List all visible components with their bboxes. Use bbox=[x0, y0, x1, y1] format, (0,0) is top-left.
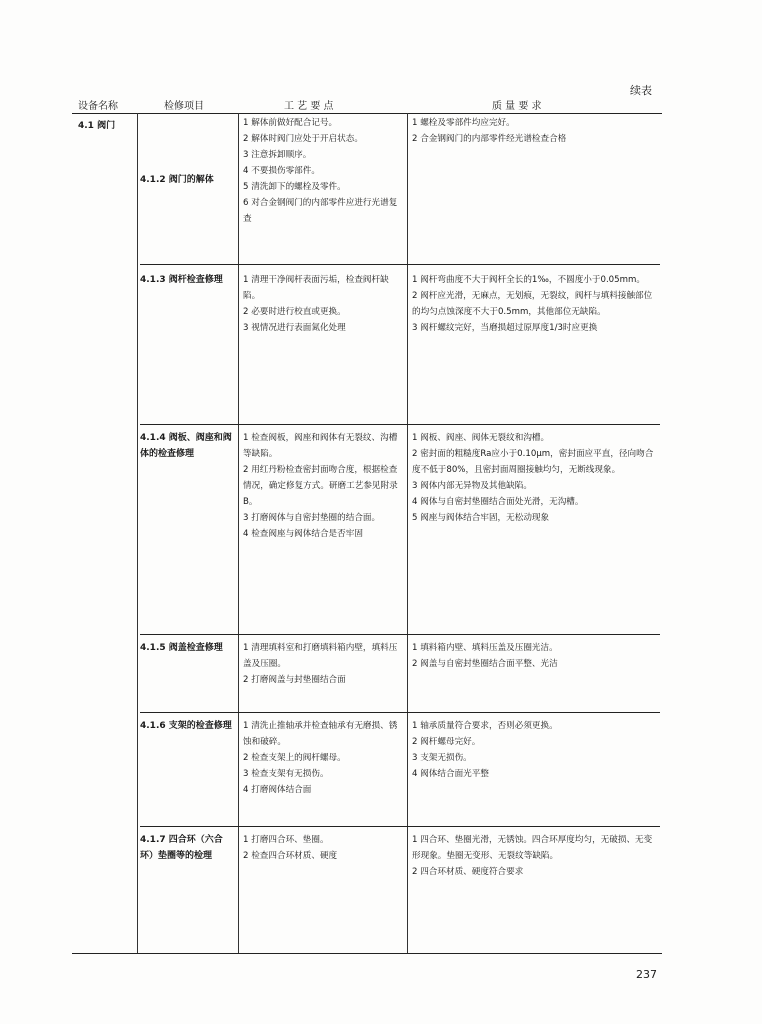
quality-line: 4 阀体结合面光平整 bbox=[412, 769, 489, 779]
continuation-label: 续表 bbox=[630, 84, 652, 97]
quality-line: 2 阀杆螺母完好。 bbox=[412, 737, 481, 747]
quality-line: 3 阀杆螺纹完好，当磨损超过原厚度1/3时应更换 bbox=[412, 323, 598, 333]
quality-line: 1 填料箱内壁、填料压盖及压圈光洁。 bbox=[412, 643, 558, 653]
quality-line: 3 支架无损伤。 bbox=[412, 753, 472, 763]
item-4-1-4: 4.1.4 阀板、阀座和阀体的检查修理 bbox=[140, 433, 232, 459]
process-line: 1 清洗止推轴承并检查轴承有无磨损、锈蚀和破碎。 bbox=[243, 721, 398, 747]
process-4-1-4 bbox=[243, 430, 401, 542]
item-4-1-7: 4.1.7 四合环（六合环）垫圈等的检理 bbox=[140, 835, 223, 861]
process-line: 3 注意拆卸顺序。 bbox=[243, 150, 312, 160]
quality-4-1-2 bbox=[412, 115, 660, 147]
process-line: 5 清洗卸下的螺栓及零件。 bbox=[243, 182, 346, 192]
equipment-label: 4.1 阀门 bbox=[78, 121, 116, 131]
process-line: 3 打磨阀体与自密封垫圈的结合面。 bbox=[243, 513, 381, 523]
process-line: 2 解体时阀门应处于开启状态。 bbox=[243, 134, 363, 144]
quality-line: 1 阀板、阀座、阀体无裂纹和沟槽。 bbox=[412, 433, 550, 443]
process-line: 1 检查阀板，阀座和阀体有无裂纹、沟槽等缺陷。 bbox=[243, 433, 398, 459]
process-4-1-2 bbox=[243, 115, 401, 227]
process-line: 4 检查阀座与阀体结合是否牢固 bbox=[243, 529, 363, 539]
item-4-1-6: 4.1.6 支架的检查修理 bbox=[140, 721, 232, 731]
header-process: 工 艺 要 点 bbox=[284, 101, 334, 112]
item-4-1-5: 4.1.5 阀盖检查修理 bbox=[140, 643, 223, 653]
quality-line: 3 阀体内部无异物及其他缺陷。 bbox=[412, 481, 532, 491]
col-rule-3 bbox=[407, 113, 408, 953]
process-line: 4 打磨阀体结合面 bbox=[243, 785, 312, 795]
process-line: 1 清理干净阀杆表面污垢，检查阀杆缺陷。 bbox=[243, 275, 389, 301]
quality-line: 2 密封面的粗糙度Ra应小于0.10μm，密封面应平直，径向吻合度不低于80%，且密封面周圈接触均匀，无断线现象。 bbox=[412, 449, 654, 475]
quality-4-1-4 bbox=[412, 430, 660, 526]
quality-line: 2 四合环材质、硬度符合要求 bbox=[412, 867, 524, 877]
row-rule bbox=[140, 264, 660, 265]
header-item: 检修项目 bbox=[164, 101, 204, 112]
col-rule-1 bbox=[137, 113, 138, 953]
quality-4-1-7 bbox=[412, 832, 660, 880]
process-line: 2 检查支架上的阀杆螺母。 bbox=[243, 753, 346, 763]
quality-line: 2 合金钢阀门的内部零件经光谱检查合格 bbox=[412, 134, 567, 144]
quality-line: 2 阀杆应光滑，无麻点，无划痕，无裂纹，阀杆与填料接触部位的均匀点蚀深度不大于0.5mm，其他部位无缺陷。 bbox=[412, 291, 653, 317]
header-quality: 质 量 要 求 bbox=[492, 101, 542, 112]
item-4-1-3: 4.1.3 阀杆检查修理 bbox=[140, 275, 223, 285]
process-4-1-7 bbox=[243, 832, 401, 864]
process-line: 3 视情况进行表面氮化处理 bbox=[243, 323, 346, 333]
process-4-1-3 bbox=[243, 272, 401, 336]
process-line: 3 检查支架有无损伤。 bbox=[243, 769, 329, 779]
process-line: 1 解体前做好配合记号。 bbox=[243, 118, 338, 128]
col-rule-2 bbox=[238, 113, 239, 953]
row-rule bbox=[140, 712, 660, 713]
process-4-1-6 bbox=[243, 718, 401, 798]
table-header bbox=[72, 97, 662, 111]
quality-line: 1 螺栓及零部件均应完好。 bbox=[412, 118, 515, 128]
header-rule bbox=[72, 113, 662, 114]
process-line: 2 打磨阀盖与封垫圈结合面 bbox=[243, 675, 346, 685]
process-line: 6 对合金钢阀门的内部零件应进行光谱复查 bbox=[243, 198, 398, 224]
row-rule bbox=[140, 424, 660, 425]
row-rule bbox=[140, 826, 660, 827]
table-bottom-rule bbox=[72, 953, 662, 954]
header-equipment: 设备名称 bbox=[78, 101, 118, 112]
quality-line: 2 阀盖与自密封垫圈结合面平整、光洁 bbox=[412, 659, 558, 669]
quality-line: 5 阀座与阀体结合牢固，无松动现象 bbox=[412, 513, 550, 523]
process-line: 2 用红丹粉检查密封面吻合度，根据检查情况，确定修复方式。研磨工艺参见附录B。 bbox=[243, 465, 398, 507]
row-rule bbox=[140, 634, 660, 635]
quality-line: 1 阀杆弯曲度不大于阀杆全长的1‰，不圆度小于0.05mm。 bbox=[412, 275, 645, 285]
quality-line: 1 轴承质量符合要求，否则必须更换。 bbox=[412, 721, 558, 731]
page-number: 237 bbox=[636, 968, 657, 981]
quality-line: 4 阀体与自密封垫圈结合面处光滑，无沟槽。 bbox=[412, 497, 584, 507]
quality-4-1-6 bbox=[412, 718, 660, 782]
quality-4-1-5 bbox=[412, 640, 660, 672]
item-4-1-2: 4.1.2 阀门的解体 bbox=[140, 175, 214, 185]
process-line: 2 检查四合环材质、硬度 bbox=[243, 851, 338, 861]
process-line: 1 清理填料室和打磨填料箱内壁，填料压盖及压圈。 bbox=[243, 643, 398, 669]
process-4-1-5 bbox=[243, 640, 401, 688]
quality-4-1-3 bbox=[412, 272, 660, 336]
process-line: 1 打磨四合环、垫圈。 bbox=[243, 835, 329, 845]
process-line: 2 必要时进行校直或更换。 bbox=[243, 307, 346, 317]
quality-line: 1 四合环、垫圈光滑，无锈蚀。四合环厚度均匀，无破损、无变形现象。垫圈无变形、无裂纹等缺陷。 bbox=[412, 835, 653, 861]
process-line: 4 不要损伤零部件。 bbox=[243, 166, 320, 176]
